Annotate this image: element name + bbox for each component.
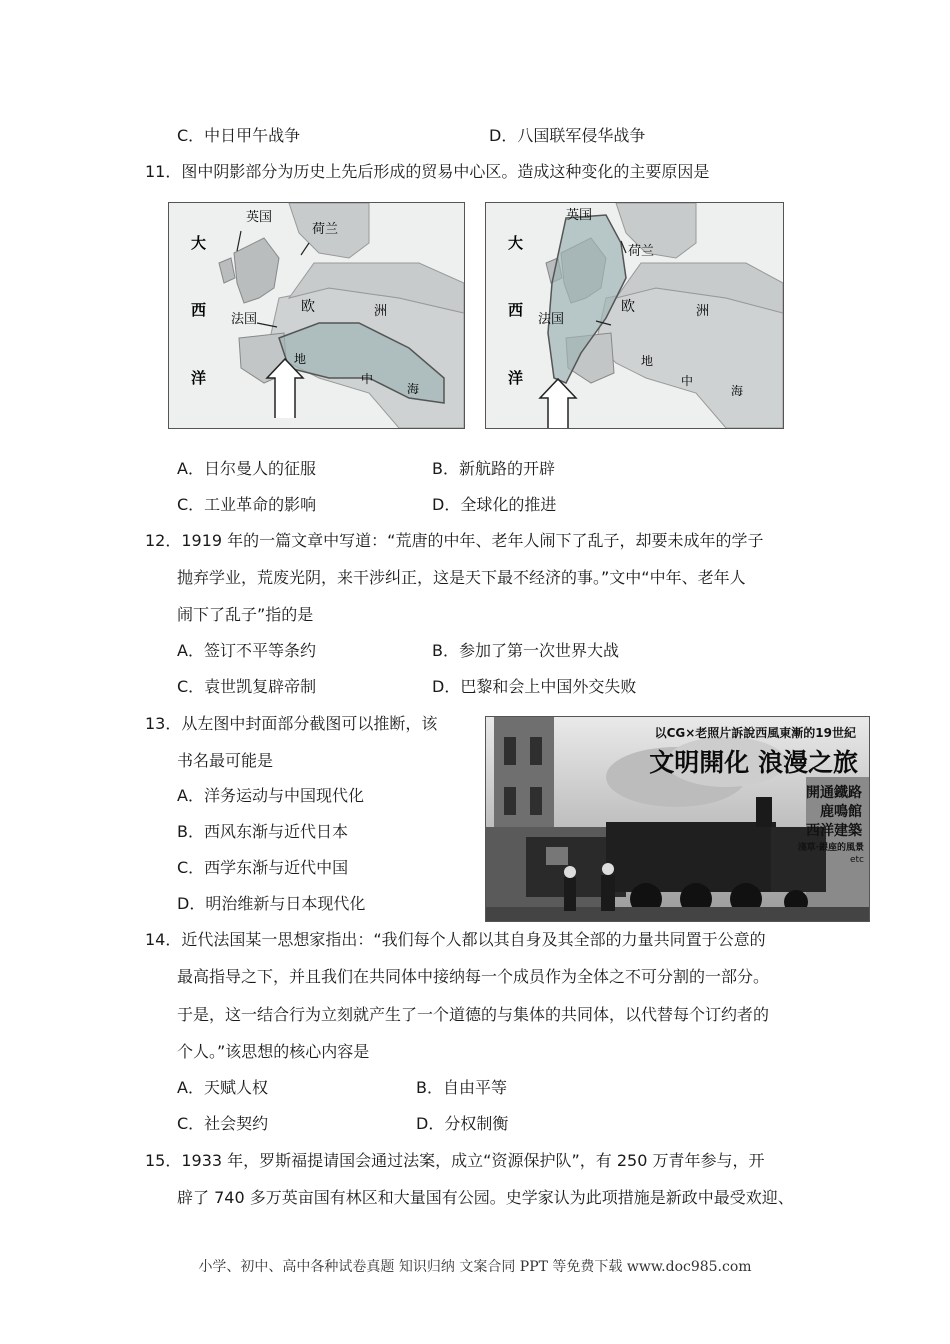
q14-stem-3: 于是，这一结合行为立刻就产生了一个道德的与集体的共同体，以代替每个订约者的	[177, 1005, 770, 1024]
q14-option-b: B．自由平等	[416, 1078, 507, 1097]
svg-text:西: 西	[508, 301, 524, 319]
q14-option-a: A．天赋人权	[177, 1078, 268, 1097]
svg-text:洋: 洋	[508, 369, 524, 387]
cover-title: 文明開化 浪漫之旅	[649, 748, 858, 777]
svg-text:洋: 洋	[191, 369, 207, 387]
q10-option-d: D．八国联军侵华战争	[489, 126, 646, 145]
map1-england: 英国	[246, 210, 273, 225]
q11-option-c: C．工业革命的影响	[177, 495, 317, 514]
svg-text:荷兰: 荷兰	[628, 244, 655, 259]
q11-map-left	[168, 202, 465, 429]
svg-text:開通鐵路: 開通鐵路	[806, 785, 862, 801]
q13-book-cover	[485, 716, 870, 922]
q15-stem-1: 15．1933 年，罗斯福提请国会通过法案，成立“资源保护队”，有 250 万青年参与，开	[145, 1151, 765, 1170]
svg-text:洲: 洲	[696, 304, 710, 319]
svg-text:大: 大	[508, 234, 524, 252]
q13-option-b: B．西风东渐与近代日本	[177, 822, 348, 841]
svg-text:中: 中	[361, 372, 374, 386]
svg-text:欧: 欧	[621, 299, 635, 315]
svg-text:西洋建築: 西洋建築	[806, 823, 862, 839]
q14-stem-1: 14．近代法国某一思想家指出：“我们每个人都以其自身及其全部的力量共同置于公意的	[145, 930, 766, 949]
q15-stem-2: 辟了 740 多万英亩国有林区和大量国有公园。史学家认为此项措施是新政中最受欢迎、	[177, 1188, 794, 1207]
cover-top-text: 以CG×老照片訴說西風東漸的19世紀	[654, 726, 856, 740]
svg-text:中: 中	[681, 374, 694, 388]
q13-stem-2: 书名最可能是	[177, 751, 274, 770]
q12-option-a: A．签订不平等条约	[177, 641, 316, 660]
q11-map-right	[485, 202, 784, 429]
q14-stem-4: 个人。”该思想的核心内容是	[177, 1042, 370, 1061]
page-footer: 小学、初中、高中各种试卷真题 知识归纳 文案合同 PPT 等免费下载 www.doc985.com	[198, 1259, 752, 1275]
q14-stem-2: 最高指导之下，并且我们在共同体中接纳每一个成员作为全体之不可分割的一部分。	[177, 967, 770, 986]
q13-option-a: A．洋务运动与中国现代化	[177, 786, 364, 805]
q14-option-d: D．分权制衡	[416, 1114, 509, 1133]
q12-stem-2: 抛弃学业，荒废光阴，来干涉纠正，这是天下最不经济的事。”文中“中年、老年人	[177, 568, 746, 587]
q12-option-b: B．参加了第一次世界大战	[432, 641, 619, 660]
q14-option-c: C．社会契约	[177, 1114, 269, 1133]
svg-text:地: 地	[641, 354, 654, 368]
q13-option-c: C．西学东渐与近代中国	[177, 858, 349, 877]
q13-option-d: D．明治维新与日本现代化	[177, 894, 366, 913]
map1-france: 法国	[231, 312, 258, 327]
svg-text:法国: 法国	[538, 312, 565, 327]
q12-stem-1: 12．1919 年的一篇文章中写道：“荒唐的中年、老年人闹下了乱子，却要未成年的学子	[145, 531, 764, 550]
svg-text:etc: etc	[849, 855, 864, 865]
q11-option-b: B．新航路的开辟	[432, 459, 555, 478]
svg-text:海: 海	[731, 384, 744, 398]
q12-option-c: C．袁世凯复辟帝制	[177, 677, 317, 696]
svg-text:英国: 英国	[566, 208, 593, 223]
svg-text:地: 地	[294, 352, 307, 366]
map1-netherlands: 荷兰	[312, 222, 339, 237]
svg-text:西: 西	[191, 301, 207, 319]
svg-text:淺草·銀座的風景: 淺草·銀座的風景	[797, 843, 864, 853]
q12-stem-3: 闹下了乱子”指的是	[177, 605, 314, 624]
svg-text:海: 海	[407, 382, 420, 396]
svg-text:大: 大	[191, 234, 207, 252]
q11-stem: 11．图中阴影部分为历史上先后形成的贸易中心区。造成这种变化的主要原因是	[145, 162, 710, 181]
svg-text:鹿鳴館: 鹿鳴館	[820, 804, 862, 820]
q11-option-a: A．日尔曼人的征服	[177, 459, 316, 478]
svg-text:洲: 洲	[374, 304, 388, 319]
q13-stem-1: 13．从左图中封面部分截图可以推断，该	[145, 714, 438, 733]
q11-option-d: D．全球化的推进	[432, 495, 557, 514]
svg-text:欧: 欧	[301, 299, 315, 315]
q12-option-d: D．巴黎和会上中国外交失败	[432, 677, 637, 696]
q10-option-c: C．中日甲午战争	[177, 126, 301, 145]
